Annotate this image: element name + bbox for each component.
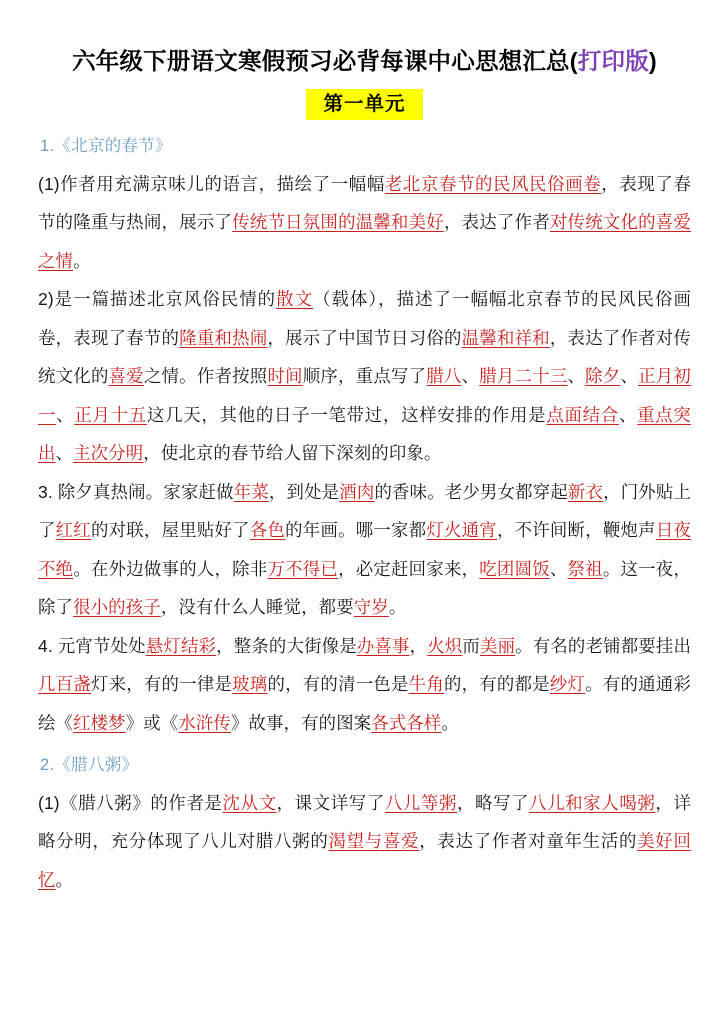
unit-banner-container [38, 89, 691, 120]
text-segment: (1)作者用充满京味儿的语言，描绘了一幅幅 [38, 173, 385, 194]
text-segment: 的，有的清一色是 [267, 674, 409, 695]
text-segment: (1)《腊八粥》的作者是 [38, 792, 223, 813]
text-segment: ，略写了 [457, 792, 530, 813]
page-title-accent: 打印版 [577, 48, 649, 74]
emphasis-segment: 美好回忆 [38, 831, 691, 890]
emphasis-segment: 腊八 [426, 366, 462, 387]
text-segment: ，详略分明，充分体现了八儿对腊八粥的 [38, 792, 691, 852]
emphasis-segment: 主次分明 [73, 443, 144, 464]
emphasis-segment: 玻璃 [232, 674, 268, 695]
text-segment: 、 [56, 404, 75, 425]
emphasis-segment: 牛角 [408, 674, 444, 695]
text-segment: ，必定赶回家来， [338, 558, 480, 579]
emphasis-segment: 隆重和热闹 [179, 327, 268, 348]
lesson-list [38, 134, 691, 900]
text-segment: ，课文详写了 [276, 792, 385, 813]
emphasis-segment: 时间 [267, 366, 303, 387]
text-segment: 、 [461, 366, 480, 387]
emphasis-segment: 沈从文 [222, 792, 277, 813]
text-segment: ，表达了作者对童年生活的 [419, 831, 638, 852]
emphasis-segment: 美丽 [479, 635, 516, 656]
text-segment: 。在外边做事的人，除非 [73, 558, 268, 579]
text-segment: 的对联，屋里贴好了 [90, 520, 250, 541]
emphasis-segment: 重点突出 [38, 404, 691, 464]
emphasis-segment: 办喜事 [356, 635, 410, 656]
text-segment: 而 [462, 635, 480, 656]
emphasis-segment: 纱灯 [549, 674, 586, 695]
lesson-paragraph [38, 473, 691, 627]
text-segment: ，使北京的春节给人留下深刻的印象。 [143, 443, 442, 464]
page-title-main: 六年级下册语文寒假预习必背每课中心思想汇总 [72, 48, 570, 74]
emphasis-segment: 很小的孩子 [73, 597, 161, 618]
unit-banner: 第一单元 [306, 89, 422, 120]
emphasis-segment: 八儿等粥 [384, 792, 458, 813]
text-segment: 。 [441, 712, 460, 733]
text-segment: 之情。作者按照 [143, 366, 268, 387]
text-segment: 的，有的都是 [443, 674, 550, 695]
emphasis-segment: 灯火通宵 [426, 520, 497, 541]
text-segment: 的香味。老少男女都穿起 [374, 481, 568, 502]
text-segment: 灯来，有的一律是 [90, 674, 233, 695]
emphasis-segment: 除夕 [585, 366, 621, 387]
emphasis-segment: 正月初一 [38, 366, 691, 425]
text-segment: 、 [618, 404, 638, 425]
text-segment: 。这一夜，除了 [38, 558, 691, 618]
emphasis-segment: 年菜 [233, 481, 269, 502]
emphasis-segment: 正月十五 [74, 404, 147, 425]
text-segment: ，整条的大街像是 [216, 635, 357, 656]
emphasis-segment: 水浒传 [178, 712, 231, 733]
emphasis-segment: 各式各样 [371, 712, 442, 733]
text-segment: 。有的通通彩绘《 [38, 674, 691, 733]
text-segment: ，门外贴上了 [38, 481, 691, 541]
lesson-paragraph [38, 165, 691, 281]
text-segment: 。 [55, 869, 74, 890]
text-segment: 》故事，有的图案 [230, 712, 372, 733]
emphasis-segment: 吃团圆饭 [479, 558, 550, 579]
text-segment: 。 [388, 597, 407, 618]
emphasis-segment: 守岁 [353, 597, 389, 618]
text-segment: 》或《 [125, 712, 179, 733]
emphasis-segment: 各色 [249, 520, 286, 541]
text-segment: ，表现了春节的隆重与热闹，展示了 [38, 173, 691, 233]
emphasis-segment: 温馨和祥和 [461, 327, 550, 348]
emphasis-segment: 老北京春节的民风民俗画卷 [384, 173, 602, 194]
text-segment: 、 [549, 558, 568, 579]
page-title-paren-close: ) [648, 48, 657, 74]
emphasis-segment: 几百盏 [38, 674, 91, 695]
emphasis-segment: 腊月二十三 [479, 366, 568, 387]
text-segment: 2)是一篇描述北京风俗民情的 [38, 289, 277, 310]
text-segment: 、 [620, 366, 639, 387]
text-segment: 。 [73, 250, 91, 271]
emphasis-segment: 散文 [276, 289, 314, 310]
text-segment: 4. 元宵节处处 [38, 635, 146, 656]
emphasis-segment: 传统节日氛围的温馨和美好 [232, 212, 444, 233]
text-segment: ，表达了作者对传统文化的 [38, 327, 692, 387]
lesson-heading: 2.《腊八粥》 [40, 756, 139, 775]
lesson-paragraph [38, 784, 691, 900]
emphasis-segment: 日夜不绝 [38, 520, 692, 579]
lesson-heading: 1.《北京的春节》 [40, 136, 172, 155]
text-segment: 的年画。哪一家都 [285, 520, 427, 541]
emphasis-segment: 喜爱 [108, 366, 144, 387]
text-segment: （载体），描述了一幅幅北京春节的民风民俗画卷，表现了春节的 [38, 289, 691, 348]
emphasis-segment: 对传统文化的喜爱之情 [38, 212, 691, 271]
text-segment: ，不许间断，鞭炮声 [496, 520, 656, 541]
text-segment: ， [409, 635, 428, 656]
emphasis-segment: 红楼梦 [73, 712, 126, 733]
emphasis-segment: 祭祖 [567, 558, 603, 579]
emphasis-segment: 酒肉 [339, 481, 375, 502]
lesson-paragraph [38, 627, 691, 743]
text-segment: 3. 除夕真热闹。家家赶做 [38, 481, 234, 502]
text-segment: 。有名的老铺都要挂出 [515, 635, 691, 656]
text-segment: ，到处是 [268, 481, 340, 502]
text-segment: 、 [55, 443, 74, 464]
text-segment: ，没有什么人睡觉，都要 [160, 597, 354, 618]
lesson-paragraph [38, 280, 691, 473]
text-segment: 顺序，重点写了 [302, 366, 427, 387]
text-segment: 、 [567, 366, 586, 387]
emphasis-segment: 新衣 [567, 481, 604, 502]
emphasis-segment: 悬灯结彩 [145, 635, 217, 656]
emphasis-segment: 点面结合 [546, 404, 619, 425]
emphasis-segment: 万不得已 [267, 558, 339, 579]
emphasis-segment: 火炽 [427, 635, 463, 656]
text-segment: 这几天，其他的日子一笔带过，这样安排的作用是 [146, 404, 547, 425]
page-title [38, 46, 691, 77]
text-segment: ，表达了作者 [443, 212, 550, 233]
emphasis-segment: 红红 [55, 520, 91, 541]
emphasis-segment: 八儿和家人喝粥 [529, 792, 656, 813]
text-segment: ，展示了中国节日习俗的 [267, 327, 462, 348]
page-title-paren-open: ( [569, 48, 578, 74]
emphasis-segment: 渴望与喜爱 [328, 831, 420, 852]
